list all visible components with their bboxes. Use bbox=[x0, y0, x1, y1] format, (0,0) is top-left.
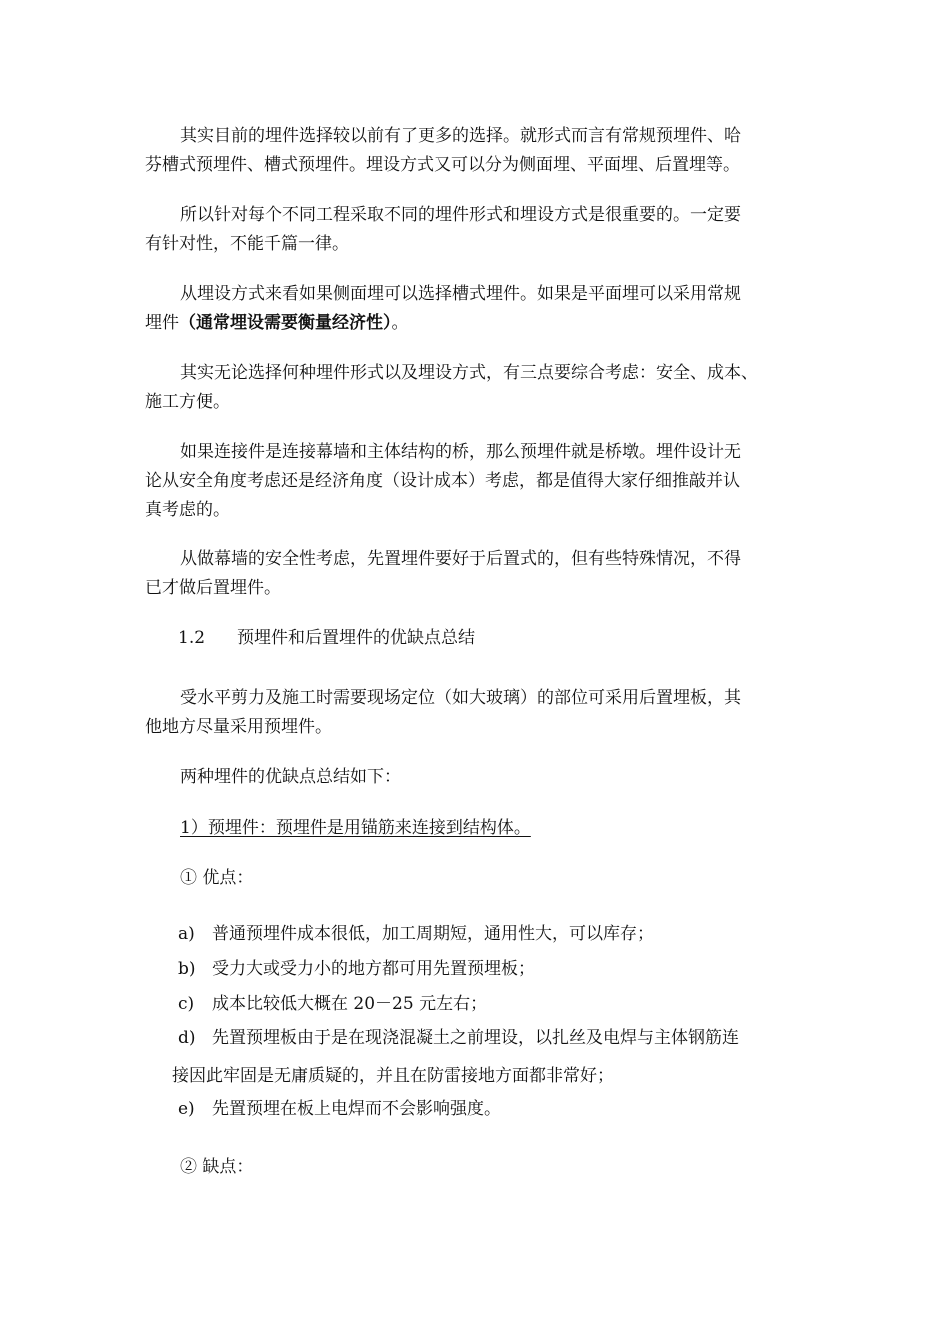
paragraph-2-line-2: 有针对性，不能千篇一律。 bbox=[145, 234, 349, 254]
paragraph-2-line-1: 所以针对每个不同工程采取不同的埋件形式和埋设方式是很重要的。一定要 bbox=[180, 205, 741, 225]
item-label: a) bbox=[178, 924, 195, 944]
paragraph-3-end: 。 bbox=[391, 313, 409, 333]
paragraph-5-line-3: 真考虑的。 bbox=[145, 500, 230, 520]
pros-item-d bbox=[178, 1026, 739, 1050]
item-text: 先置预埋板由于是在现浇混凝土之前埋设，以扎丝及电焊与主体钢筋连 bbox=[212, 1028, 739, 1048]
paragraph-1-line-2: 芬槽式预埋件、槽式预埋件。埋设方式又可以分为侧面埋、平面埋、后置埋等。 bbox=[145, 155, 740, 175]
paragraph-5-line-1: 如果连接件是连接幕墙和主体结构的桥，那么预埋件就是桥墩。埋件设计无 bbox=[180, 442, 741, 462]
item-text: 普通预埋件成本很低，加工周期短，通用性大，可以库存； bbox=[212, 924, 654, 944]
bold-note: （通常埋设需要衡量经济性） bbox=[179, 313, 392, 333]
pros-item-b bbox=[178, 957, 535, 981]
paragraph-3-line-1: 从埋设方式来看如果侧面埋可以选择槽式埋件。如果是平面埋可以采用常规 bbox=[180, 284, 741, 304]
section-heading bbox=[178, 626, 475, 650]
paragraph-1-line-1: 其实目前的埋件选择较以前有了更多的选择。就形式而言有常规预埋件、哈 bbox=[180, 126, 741, 146]
pros-title: ① 优点： bbox=[180, 868, 254, 888]
paragraph-6-line-2: 已才做后置埋件。 bbox=[145, 578, 281, 598]
item-label: d) bbox=[178, 1028, 196, 1048]
item-text: 先置预埋在板上电焊而不会影响强度。 bbox=[212, 1099, 501, 1119]
pros-item-a bbox=[178, 922, 654, 946]
paragraph-3-text: 埋件 bbox=[145, 313, 179, 333]
item-text: 受力大或受力小的地方都可用先置预埋板； bbox=[212, 959, 535, 979]
paragraph-6-line-1: 从做幕墙的安全性考虑，先置埋件要好于后置式的，但有些特殊情况，不得 bbox=[180, 549, 741, 569]
section-number: 1.2 bbox=[178, 628, 206, 648]
item-text: 成本比较低大概在 20－25 元左右； bbox=[212, 994, 488, 1014]
cons-title: ② 缺点： bbox=[180, 1157, 254, 1177]
pros-item-d-continued: 接因此牢固是无庸质疑的，并且在防雷接地方面都非常好； bbox=[172, 1066, 614, 1086]
section-title: 预埋件和后置埋件的优缺点总结 bbox=[237, 628, 476, 648]
paragraph-3-line-2 bbox=[145, 311, 409, 335]
paragraph-4-line-2: 施工方便。 bbox=[145, 392, 230, 412]
pros-item-e bbox=[178, 1097, 501, 1121]
paragraph-4-line-1: 其实无论选择何种埋件形式以及埋设方式，有三点要综合考虑：安全、成本、 bbox=[180, 363, 758, 383]
paragraph-7-line-2: 他地方尽量采用预埋件。 bbox=[145, 717, 332, 737]
item-label: e) bbox=[178, 1099, 195, 1119]
item-label: b) bbox=[178, 959, 196, 979]
paragraph-7-line-1: 受水平剪力及施工时需要现场定位（如大玻璃）的部位可采用后置埋板，其 bbox=[180, 688, 741, 708]
subheading-embedded-parts: 1）预埋件：预埋件是用锚筋来连接到结构体。 bbox=[180, 818, 531, 838]
paragraph-8: 两种埋件的优缺点总结如下： bbox=[180, 767, 401, 787]
paragraph-5-line-2: 论从安全角度考虑还是经济角度（设计成本）考虑，都是值得大家仔细推敲并认 bbox=[145, 471, 740, 491]
item-label: c) bbox=[178, 994, 195, 1014]
pros-item-c bbox=[178, 992, 487, 1016]
